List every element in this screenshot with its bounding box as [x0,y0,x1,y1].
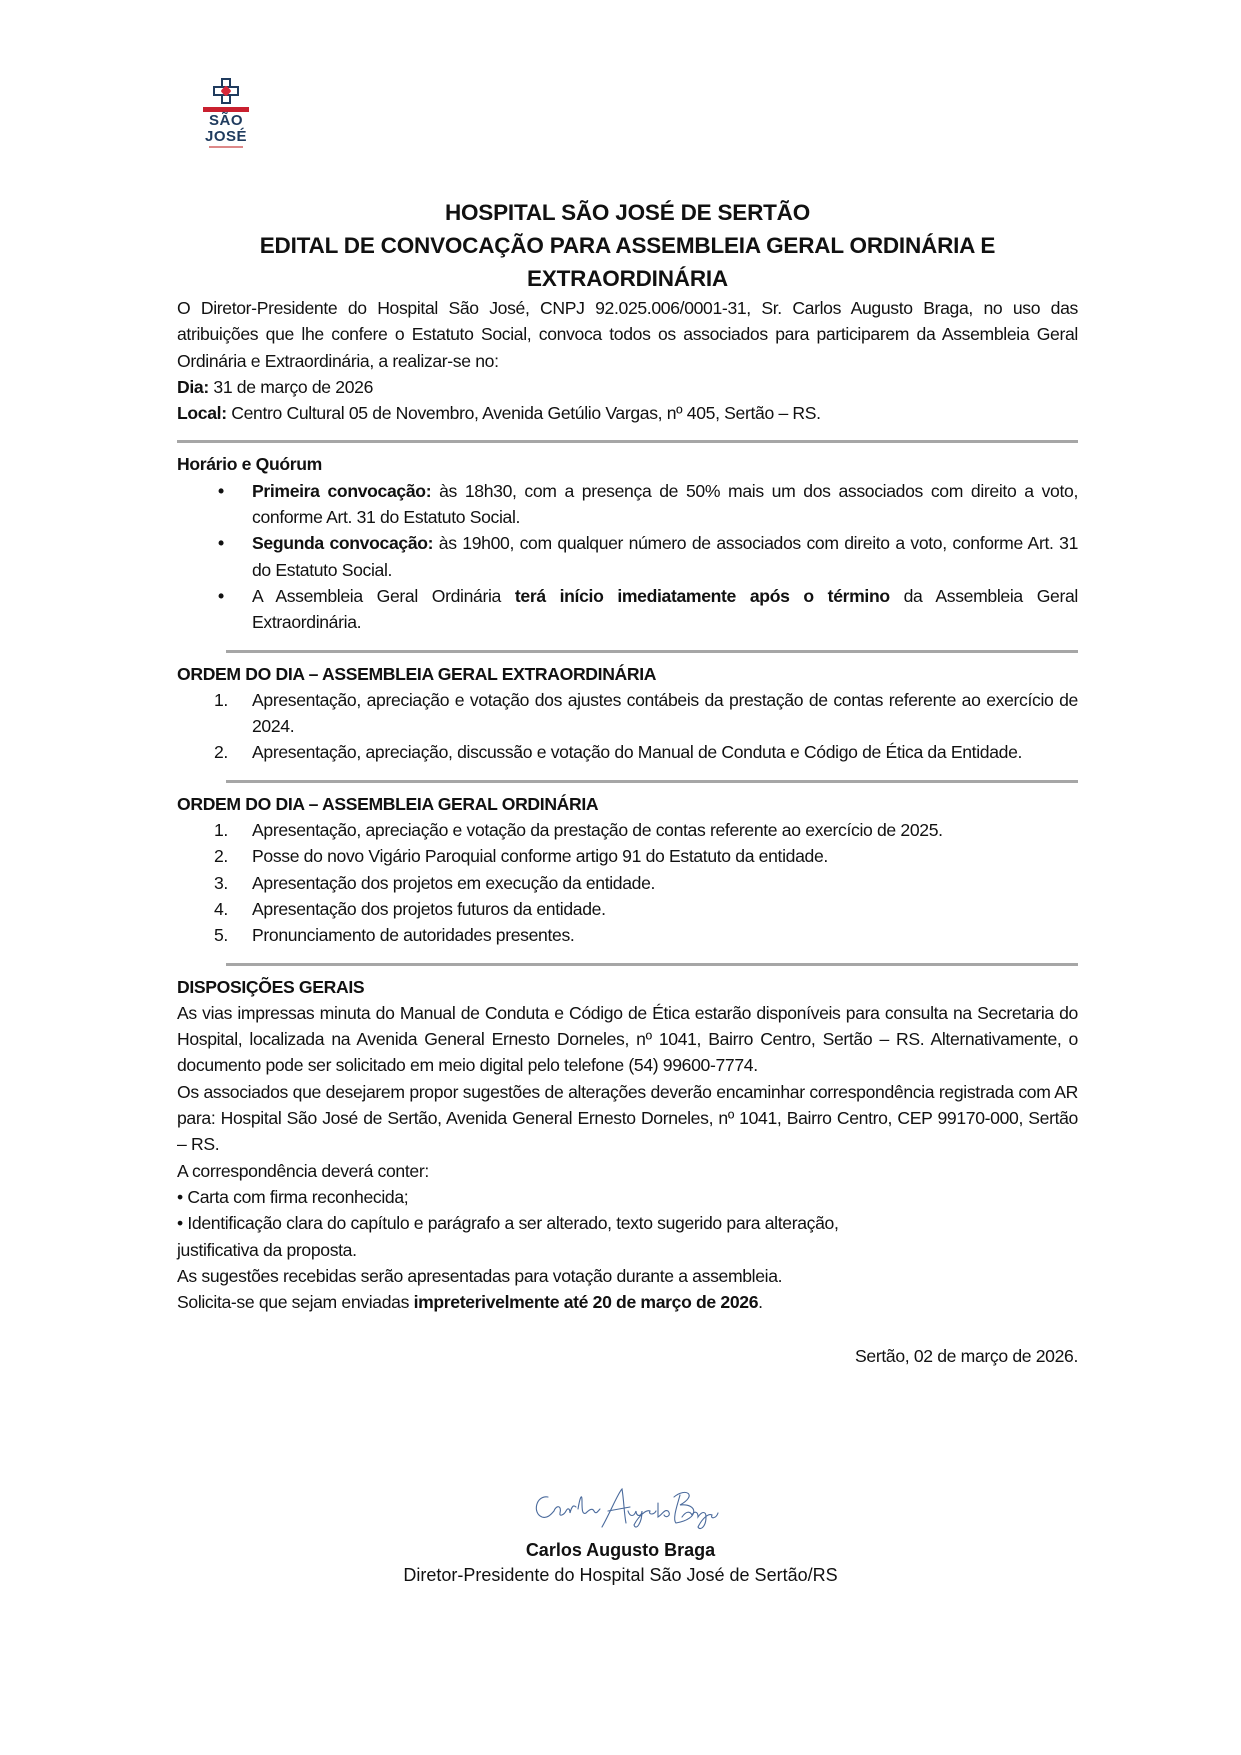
title-line-2: EDITAL DE CONVOCAÇÃO PARA ASSEMBLEIA GERAL ORDINÁRIA E [259,233,996,258]
list-item [177,843,1078,869]
list-item [177,687,1078,740]
document-body [177,196,1078,1370]
schedule-heading: Horário e Quórum [177,454,322,475]
item-number: 1. [214,689,228,710]
hospital-logo [188,78,264,145]
provisions-paragraph: As vias impressas minuta do Manual de Conduta e Código de Ética estarão disponíveis para consulta na Secretaria do Hospital, localizada na Avenida General Ernesto Dorneles, nº 1041, Bairro Centro, Sertão – RS. Alternativamente, o documento pode ser solicitado em meio digital pelo telefone (54) 99600-7774. [177,1002,1078,1076]
item-text: Apresentação dos projetos em execução da entidade. [252,872,656,893]
item-text: A Assembleia Geral Ordinária [252,585,515,606]
list-item [177,739,1078,765]
deadline-text: Solicita-se que sejam enviadas [177,1292,414,1313]
requirement-item-continued: justificativa da proposta. [177,1239,357,1260]
bullet-icon: • [218,585,224,606]
item-text: às 19h00, com qualquer número de associados com direito a voto, conforme Art. 31 do Estatuto Social. [252,533,1079,580]
signer-role: Diretor-Presidente do Hospital São José de Sertão/RS [403,1565,838,1585]
day-value: 31 de março de 2026 [208,376,374,397]
title-line-1: HOSPITAL SÃO JOSÉ DE SERTÃO [444,200,811,225]
deadline-date: impreterivelmente até 20 de março de 2026 [413,1292,759,1313]
hospital-cross-heart-icon [213,78,239,104]
item-number: 3. [214,872,228,893]
item-number: 1. [214,820,228,841]
location-label: Local: [177,403,227,424]
extraordinary-agenda-heading: ORDEM DO DIA – ASSEMBLEIA GERAL EXTRAORDINÁRIA [177,663,657,684]
bullet-icon: • [218,533,224,554]
item-text: Pronunciamento de autoridades presentes. [252,925,575,946]
list-item [177,478,1078,531]
requirement-item: • Identificação clara do capítulo e parágrafo a ser alterado, texto sugerido para alteração, [177,1213,839,1234]
ordinary-agenda-heading: ORDEM DO DIA – ASSEMBLEIA GERAL ORDINÁRIA [177,793,599,814]
requirement-item: • Carta com firma reconhecida; [177,1186,409,1207]
item-number: 4. [214,898,228,919]
bullet-icon: • [218,480,224,501]
place-and-date: Sertão, 02 de março de 2026. [855,1346,1078,1367]
ordinary-agenda-list [177,817,1078,948]
deadline-paragraph [177,1289,1078,1315]
list-item [177,583,1078,636]
handwritten-signature [530,1483,720,1538]
item-text: Apresentação dos projetos futuros da entidade. [252,898,606,919]
list-item [177,896,1078,922]
item-text: Posse do novo Vigário Paroquial conforme artigo 91 do Estatuto da entidade. [252,846,828,867]
item-text: Apresentação, apreciação e votação dos ajustes contábeis da prestação de contas referente ao exercício de 2024. [252,689,1078,737]
signer-name: Carlos Augusto Braga [525,1540,716,1560]
provisions-paragraph: Os associados que desejarem propor sugestões de alterações deverão encaminhar correspondência registrada com AR para: Hospital São José de Sertão, Avenida General Ernesto Dorneles, nº 1041, Bairro Centro, CEP 99170-000, Sertão – RS. [177,1081,1078,1155]
item-text: da Assembleia Geral Extraordinária. [252,585,1078,633]
list-item [177,922,1078,948]
section-divider [226,963,1078,966]
extraordinary-agenda-list [177,687,1078,766]
item-number: 2. [214,742,228,763]
logo-subtitle [209,146,243,148]
schedule-list [177,478,1078,636]
list-item [177,530,1078,583]
provisions-paragraph: As sugestões recebidas serão apresentadas para votação durante a assembleia. [177,1265,783,1286]
list-item [177,870,1078,896]
meeting-day [177,374,1078,400]
section-divider [177,440,1078,443]
day-label: Dia: [177,376,209,397]
item-bold: Segunda convocação: [252,533,434,554]
intro-paragraph: O Diretor-Presidente do Hospital São José, CNPJ 92.025.006/0001-31, Sr. Carlos Augusto Braga, no uso das atribuições que lhe confere o Estatuto Social, convoca todos os associados para participarem da Assembleia Geral Ordinária e Extraordinária, a realizar-se no: [177,298,1078,371]
section-divider [226,780,1078,783]
provisions-paragraph: A correspondência deverá conter: [177,1160,429,1181]
item-bold: terá início imediatamente após o término [514,585,890,606]
item-bold: Primeira convocação: [252,480,432,501]
item-text: Apresentação, apreciação, discussão e votação do Manual de Conduta e Código de Ética da Entidade. [252,742,1023,763]
item-number: 2. [214,846,228,867]
section-divider [226,650,1078,653]
item-text: às 18h30, com a presença de 50% mais um dos associados com direito a voto, conforme Art. 31 do Estatuto Social. [252,480,1078,528]
location-value: Centro Cultural 05 de Novembro, Avenida Getúlio Vargas, nº 405, Sertão – RS. [226,403,821,424]
item-number: 5. [214,925,228,946]
list-item [177,817,1078,843]
general-provisions-heading: DISPOSIÇÕES GERAIS [177,976,365,997]
meeting-location [177,400,1078,426]
deadline-end: . [758,1292,763,1313]
logo-name: SÃO JOSÉ [204,112,248,145]
document-title [177,196,1078,295]
item-text: Apresentação, apreciação e votação da prestação de contas referente ao exercício de 2025. [252,820,943,841]
title-line-3: EXTRAORDINÁRIA [527,266,728,291]
